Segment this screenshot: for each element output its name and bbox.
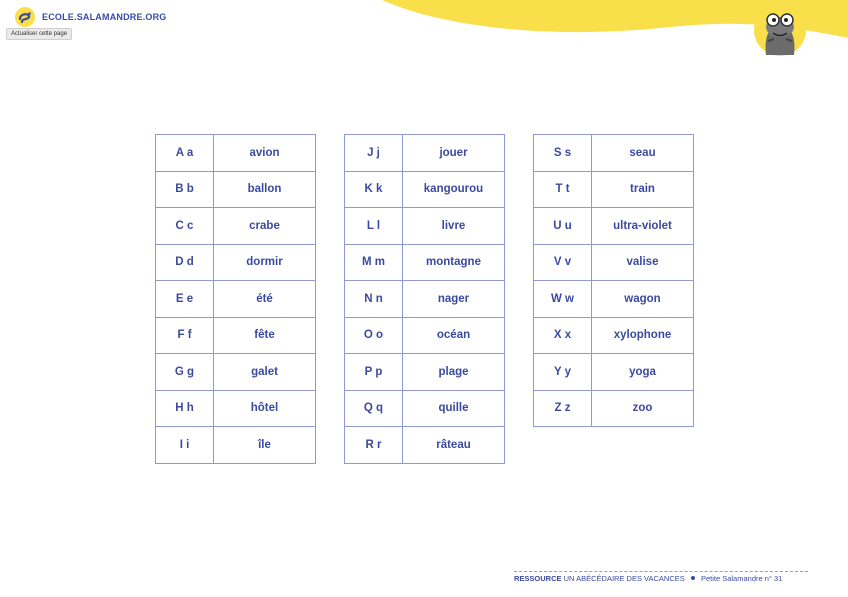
letter-cell: J j: [345, 135, 403, 172]
letter-cell: S s: [534, 135, 592, 172]
letter-cell: Y y: [534, 354, 592, 391]
word-cell: hôtel: [214, 391, 316, 428]
letter-cell: F f: [156, 318, 214, 355]
word-cell: kangourou: [403, 172, 505, 209]
word-cell: montagne: [403, 245, 505, 282]
word-cell: ballon: [214, 172, 316, 209]
letter-cell: R r: [345, 427, 403, 464]
letter-cell: C c: [156, 208, 214, 245]
page-footer: [514, 574, 782, 583]
letter-cell: Z z: [534, 391, 592, 428]
letter-cell: D d: [156, 245, 214, 282]
letter-cell: V v: [534, 245, 592, 282]
letter-cell: A a: [156, 135, 214, 172]
word-cell: nager: [403, 281, 505, 318]
letter-cell: O o: [345, 318, 403, 355]
letter-cell: I i: [156, 427, 214, 464]
word-cell: ultra-violet: [592, 208, 694, 245]
footer-title: UN ABÉCÉDAIRE DES VACANCES: [563, 574, 685, 583]
footer-bullet-icon: [691, 576, 695, 580]
letter-cell: B b: [156, 172, 214, 209]
letter-cell: U u: [534, 208, 592, 245]
letter-cell: X x: [534, 318, 592, 355]
refresh-tooltip: Actualiser cette page: [6, 28, 72, 40]
footer-section: RESSOURCE: [514, 574, 562, 583]
letter-cell: K k: [345, 172, 403, 209]
letter-cell: N n: [345, 281, 403, 318]
word-cell: dormir: [214, 245, 316, 282]
word-cell: océan: [403, 318, 505, 355]
word-cell: île: [214, 427, 316, 464]
word-cell: quille: [403, 391, 505, 428]
letter-cell: L l: [345, 208, 403, 245]
word-cell: plage: [403, 354, 505, 391]
alphabet-table-a-to-i: [155, 134, 316, 464]
word-cell: été: [214, 281, 316, 318]
letter-cell: P p: [345, 354, 403, 391]
word-cell: livre: [403, 208, 505, 245]
word-cell: jouer: [403, 135, 505, 172]
word-cell: seau: [592, 135, 694, 172]
word-cell: crabe: [214, 208, 316, 245]
word-cell: galet: [214, 354, 316, 391]
letter-cell: E e: [156, 281, 214, 318]
salamander-mascot-icon: [752, 3, 808, 57]
footer-publication: Petite Salamandre n° 31: [700, 574, 783, 583]
letter-cell: W w: [534, 281, 592, 318]
word-cell: train: [592, 172, 694, 209]
footer-divider: [514, 571, 808, 572]
letter-cell: H h: [156, 391, 214, 428]
site-name: ECOLE.SALAMANDRE.ORG: [42, 12, 167, 22]
word-cell: xylophone: [592, 318, 694, 355]
word-cell: yoga: [592, 354, 694, 391]
salamandre-logo-icon: [14, 6, 36, 28]
word-cell: avion: [214, 135, 316, 172]
letter-cell: M m: [345, 245, 403, 282]
alphabet-table-s-to-z: [533, 134, 694, 427]
letter-cell: T t: [534, 172, 592, 209]
word-cell: wagon: [592, 281, 694, 318]
alphabet-table-j-to-r: [344, 134, 505, 464]
word-cell: zoo: [592, 391, 694, 428]
site-logo[interactable]: [14, 6, 167, 28]
word-cell: râteau: [403, 427, 505, 464]
letter-cell: G g: [156, 354, 214, 391]
letter-cell: Q q: [345, 391, 403, 428]
word-cell: fête: [214, 318, 316, 355]
word-cell: valise: [592, 245, 694, 282]
